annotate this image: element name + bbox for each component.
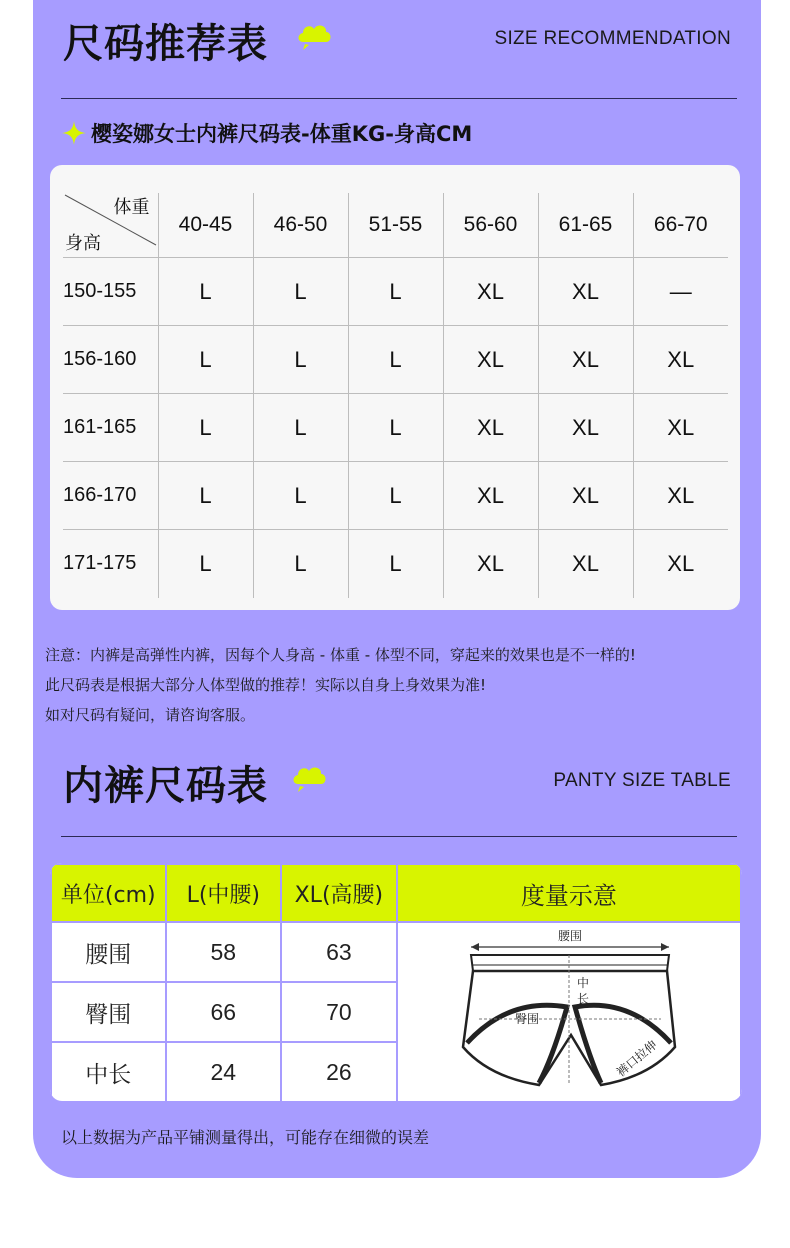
size-cell: L [253, 326, 348, 394]
waist-label: 腰围 [557, 929, 582, 943]
weight-header: 51-55 [348, 193, 443, 258]
size-cell: XL [538, 326, 633, 394]
measure-label: 中长 [51, 1042, 166, 1101]
weight-header: 46-50 [253, 193, 348, 258]
footnote: 以上数据为产品平铺测量得出，可能存在细微的误差 [61, 1128, 430, 1147]
size-cell: XL [538, 462, 633, 530]
table-row [63, 394, 728, 462]
table-row [63, 462, 728, 530]
size-cell: XL [443, 394, 538, 462]
size-cell: L [158, 462, 253, 530]
leg-stretch-label: 裤口拉伸 [613, 1037, 660, 1080]
hip-label: 臀围 [514, 1012, 539, 1026]
table-row [63, 530, 728, 598]
section-title: 内裤尺码表 [63, 763, 268, 809]
size-cell: XL [538, 530, 633, 598]
size-cell: XL [538, 394, 633, 462]
size-cell: L [253, 394, 348, 462]
size-cell: XL [443, 530, 538, 598]
cloud-icon [290, 762, 328, 794]
panty-measurement-diagram [449, 927, 689, 1097]
size-cell: XL [633, 394, 728, 462]
table-header-row [51, 864, 741, 922]
table-heading-text: 樱姿娜女士内裤尺码表-体重KG-身高CM [91, 122, 473, 146]
height-label: 150-155 [63, 258, 158, 326]
size-cell: XL [633, 326, 728, 394]
size-cell: L [253, 462, 348, 530]
background-panel [33, 0, 761, 1178]
size-cell: L [158, 326, 253, 394]
size-cell: XL [633, 530, 728, 598]
size-cell: XL [633, 462, 728, 530]
size-recommendation-table [63, 193, 728, 598]
panty-size-table [50, 863, 742, 1101]
corner-height-label: 身高 [65, 233, 101, 254]
note-line: 注意：内裤是高弹性内裤，因每个人身高 - 体重 - 体型不同，穿起来的效果也是不一样的! [45, 646, 636, 664]
size-cell: L [253, 258, 348, 326]
height-label: 166-170 [63, 462, 158, 530]
panty-size-card [50, 863, 742, 1101]
corner-weight-label: 体重 [113, 197, 150, 218]
weight-header: 61-65 [538, 193, 633, 258]
size-cell: L [348, 530, 443, 598]
table-heading [61, 118, 472, 148]
measure-value-l: 66 [166, 982, 282, 1042]
section-header-panty [33, 742, 761, 822]
measure-label: 臀围 [51, 982, 166, 1042]
size-cell: L [348, 326, 443, 394]
size-cell: L [348, 394, 443, 462]
measure-value-xl: 63 [281, 922, 397, 982]
size-cell: XL [443, 462, 538, 530]
section-subtitle: SIZE RECOMMENDATION [494, 28, 731, 49]
height-label: 156-160 [63, 326, 158, 394]
measurement-diagram [397, 922, 741, 1101]
measure-value-l: 24 [166, 1042, 282, 1101]
size-cell: — [633, 258, 728, 326]
weight-header: 56-60 [443, 193, 538, 258]
table-row [51, 922, 741, 982]
size-cell: L [158, 530, 253, 598]
size-cell: XL [443, 258, 538, 326]
weight-header: 40-45 [158, 193, 253, 258]
section-title: 尺码推荐表 [63, 21, 268, 67]
size-cell: L [253, 530, 348, 598]
notes-block [45, 640, 636, 730]
size-l-header: L(中腰) [166, 864, 282, 922]
divider [61, 98, 737, 99]
mid-label-b: 长 [576, 992, 589, 1006]
sparkle-star-icon [61, 120, 87, 146]
height-label: 161-165 [63, 394, 158, 462]
table-header-row [63, 193, 728, 258]
size-cell: XL [538, 258, 633, 326]
section-subtitle: PANTY SIZE TABLE [553, 770, 731, 791]
note-line: 如对尺码有疑问，请咨询客服。 [45, 706, 256, 724]
size-cell: L [348, 258, 443, 326]
size-xl-header: XL(高腰) [281, 864, 397, 922]
note-line: 此尺码表是根据大部分人体型做的推荐！实际以自身上身效果为准! [45, 676, 487, 694]
size-cell: XL [443, 326, 538, 394]
measure-value-xl: 70 [281, 982, 397, 1042]
table-row [63, 326, 728, 394]
mid-label-a: 中 [576, 976, 589, 990]
diagram-header: 度量示意 [397, 864, 741, 922]
section-header-recommendation [33, 0, 761, 80]
corner-cell [63, 193, 158, 258]
measure-label: 腰围 [51, 922, 166, 982]
table-row [63, 258, 728, 326]
unit-header: 单位(cm) [51, 864, 166, 922]
size-cell: L [348, 462, 443, 530]
weight-header: 66-70 [633, 193, 728, 258]
measure-value-xl: 26 [281, 1042, 397, 1101]
size-cell: L [158, 258, 253, 326]
size-recommendation-card [50, 165, 740, 610]
size-cell: L [158, 394, 253, 462]
cloud-icon [295, 20, 333, 52]
height-label: 171-175 [63, 530, 158, 598]
divider [61, 836, 737, 837]
measure-value-l: 58 [166, 922, 282, 982]
